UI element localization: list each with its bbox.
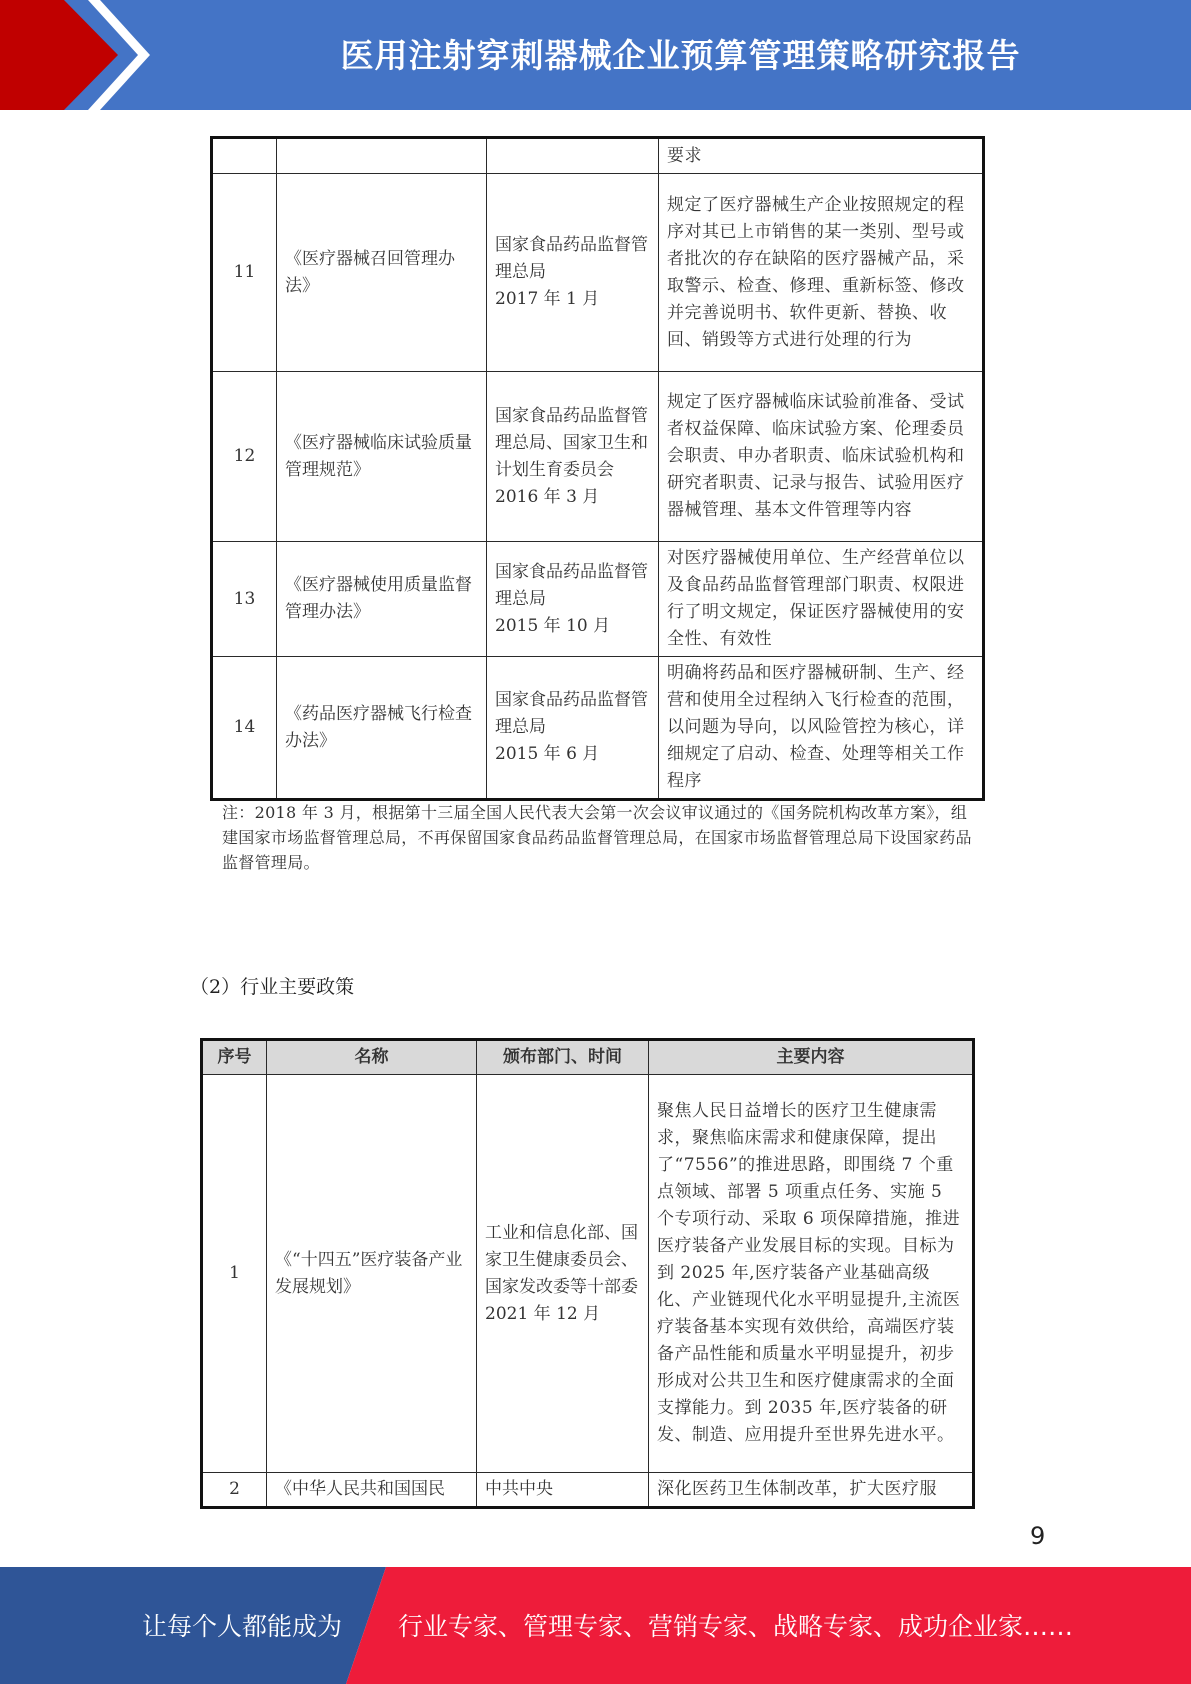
regulation-dept <box>487 372 659 542</box>
policy-content: 深化医药卫生体制改革，扩大医疗服 <box>649 1473 974 1508</box>
table-row <box>212 138 984 174</box>
regulation-content: 明确将药品和医疗器械研制、生产、经营和使用全过程纳入飞行检查的范围，以问题为导向，以风险管控为核心，详细规定了启动、检查、处理等相关工作程序 <box>659 657 984 800</box>
regulation-name: 《医疗器械使用质量监督管理办法》 <box>277 542 487 657</box>
regulation-content: 规定了医疗器械临床试验前准备、受试者权益保障、临床试验方案、伦理委员会职责、申办者职责、临床试验机构和研究者职责、记录与报告、试验用医疗器械管理、基本文件管理等内容 <box>659 372 984 542</box>
dept-text: 国家食品药品监督管理总局 <box>495 690 648 737</box>
date-text: 2017 年 1 月 <box>495 289 600 309</box>
policy-dept: 中共中央 <box>477 1473 649 1508</box>
table-row <box>212 542 984 657</box>
page-header <box>0 0 1191 110</box>
footer-slogan-right: 行业专家、管理专家、营销专家、战略专家、成功企业家…… <box>398 1612 1074 1641</box>
dept-text: 国家食品药品监督管理总局、国家卫生和计划生育委员会 <box>495 405 648 480</box>
footer-slogan-left: 让每个人都能成为 <box>142 1612 343 1641</box>
dept-text: 国家食品药品监督管理总局 <box>495 561 648 609</box>
regulation-name: 《医疗器械召回管理办法》 <box>277 174 487 372</box>
dept-text: 工业和信息化部、国家卫生健康委员会、国家发改委等十部委 <box>485 1222 638 1297</box>
policy-content: 聚焦人民日益增长的医疗卫生健康需求，聚焦临床需求和健康保障，提出了“7556”的推进思路，即围绕 7 个重点领域、部署 5 项重点任务、实施 5 个专项行动、采取 6 项保障措施，推进医疗装备产业发展目标的实现。目标为到 2025 年,医疗装备产业基础高级化、产业链现代化水平明显提升,主流医疗装备基本实现有效供给，高端医疗装备产品性能和质量水平明显提升，初步形成对公共卫生和医疗健康需求的全面支撑能力。到 2035 年,医疗装备的研发、制造、应用提升至世界先进水平。 <box>649 1075 974 1473</box>
policies-table <box>200 1038 975 1509</box>
row-number: 2 <box>202 1473 267 1508</box>
table-header-row <box>202 1040 974 1075</box>
section-heading: （2）行业主要政策 <box>190 976 355 998</box>
row-number: 11 <box>212 174 277 372</box>
header-title: 医用注射穿刺器械企业预算管理策略研究报告 <box>340 36 1021 75</box>
regulation-name: 《药品医疗器械飞行检查办法》 <box>277 657 487 800</box>
column-header: 序号 <box>202 1040 267 1075</box>
column-header: 主要内容 <box>649 1040 974 1075</box>
regulation-dept <box>487 174 659 372</box>
column-header: 名称 <box>267 1040 477 1075</box>
page-number: 9 <box>1030 1522 1046 1550</box>
row-number: 13 <box>212 542 277 657</box>
date-text: 2016 年 3 月 <box>495 486 600 507</box>
date-text: 2021 年 12 月 <box>485 1303 601 1324</box>
regulation-dept <box>487 542 659 657</box>
policy-name: 《“十四五”医疗装备产业发展规划》 <box>267 1075 477 1473</box>
dept-text: 国家食品药品监督管理总局 <box>495 235 648 282</box>
header-arrow-decoration <box>0 0 160 110</box>
date-text: 2015 年 6 月 <box>495 744 600 764</box>
column-header: 颁布部门、时间 <box>477 1040 649 1075</box>
row-number: 1 <box>202 1075 267 1473</box>
regulations-table <box>210 136 985 801</box>
policy-dept <box>477 1075 649 1473</box>
table-cell: 要求 <box>659 138 984 174</box>
regulation-content: 规定了医疗器械生产企业按照规定的程序对其已上市销售的某一类别、型号或者批次的存在缺陷的医疗器械产品，采取警示、检查、修理、重新标签、修改并完善说明书、软件更新、替换、收回、销毁等方式进行处理的行为 <box>659 174 984 372</box>
table-row <box>202 1075 974 1473</box>
table-cell <box>277 138 487 174</box>
regulation-name: 《医疗器械临床试验质量管理规范》 <box>277 372 487 542</box>
row-number: 12 <box>212 372 277 542</box>
table-row <box>212 657 984 800</box>
policy-name: 《中华人民共和国国民 <box>267 1473 477 1508</box>
page-footer <box>0 1567 1191 1684</box>
table-row <box>202 1473 974 1508</box>
regulation-content: 对医疗器械使用单位、生产经营单位以及食品药品监督管理部门职责、权限进行了明文规定，保证医疗器械使用的安全性、有效性 <box>659 542 984 657</box>
table-cell <box>212 138 277 174</box>
table-row <box>212 372 984 542</box>
regulation-dept <box>487 657 659 800</box>
table-row <box>212 174 984 372</box>
row-number: 14 <box>212 657 277 800</box>
table-note: 注：2018 年 3 月，根据第十三届全国人民代表大会第一次会议审议通过的《国务院机构改革方案》，组建国家市场监督管理总局，不再保留国家食品药品监督管理总局，在国家市场监督管理总局下设国家药品监督管理局。 <box>222 803 972 872</box>
table-cell <box>487 138 659 174</box>
date-text: 2015 年 10 月 <box>495 615 611 636</box>
